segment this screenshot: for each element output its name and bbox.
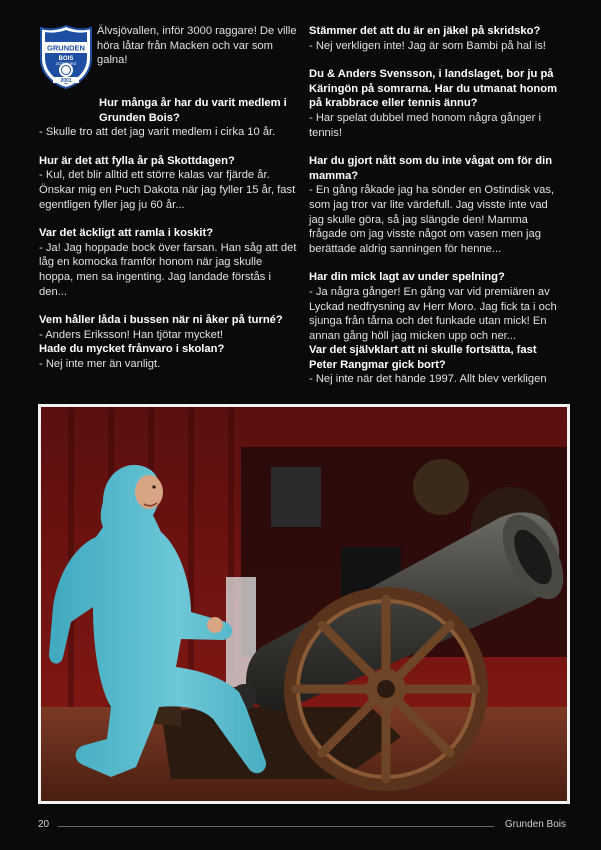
answer-10: - Nej inte när det hände 1997. Allt blev verkligen (309, 373, 547, 386)
magazine-name: Grunden Bois (504, 819, 566, 830)
left-column (39, 24, 297, 372)
intro-text: Älvsjövallen, inför 3000 raggare! De ville höra låtar från Macken och var som galna! (97, 25, 297, 67)
answer-1: - Skulle tro att det jag varit medlem i cirka 10 år. (39, 126, 276, 139)
page-number: 20 (38, 819, 50, 830)
answer-9: - Ja några gånger! En gång var vid premiären av Lyckad nedfrysning av Herr Moro. Jag fick ta i och sjunga från tårna och det funkade utan mick! En annan gång höll jag micken upp och ner... (309, 285, 557, 342)
logo-name: GRUNDEN (47, 43, 85, 53)
answer-2: - Kul, det blir alltid ett större kalas var fjärde år. Önskar mig en Puch Dakota när jag fyller 15 år, fast egentligen fyller jag ju 60 år... (39, 169, 296, 211)
logo-year: 2001 (60, 78, 72, 84)
question-10: Var det självklart att ni skulle fortsätta, fast Peter Rangmar gick bort? (309, 344, 537, 371)
page-footer (38, 819, 566, 833)
answer-6: - Nej verkligen inte! Jag är som Bambi på hal is! (309, 39, 546, 52)
question-2: Hur är det att fylla år på Skottdagen? (39, 154, 235, 167)
stage-photo (41, 407, 567, 801)
question-8: Har du gjort nått som du inte vågat om för din mamma? (309, 155, 553, 182)
cannon-wheel (291, 594, 481, 784)
grunden-bois-logo (39, 24, 93, 90)
intro-block (39, 24, 297, 96)
question-9: Har din mick lagt av under spelning? (309, 271, 505, 284)
footer-divider (58, 826, 494, 827)
question-3: Var det äckligt att ramla i koskit? (39, 227, 214, 240)
question-4: Vem håller låda i bussen när ni åker på turné? (39, 314, 283, 327)
question-5: Hade du mycket frånvaro i skolan? (39, 343, 225, 356)
question-6: Stämmer det att du är en jäkel på skridsko? (309, 25, 541, 37)
answer-4: - Anders Eriksson! Han tjötar mycket! (39, 328, 224, 341)
answer-3: - Ja! Jag hoppade bock över farsan. Han såg att det låg en komocka framför honom när jag skulle hoppa, men sa ingenting. Jag landade förstås i den... (39, 241, 297, 298)
answer-7: - Har spelat dubbel med honom några gånger i tennis! (309, 111, 541, 139)
answer-5: - Nej inte mer än vanligt. (39, 357, 161, 370)
answer-8: - En gång råkade jag ha sönder en Ostindisk vas, som jag tror var lite värdefull. Jag visste inte vad jag skulle göra, så jag slängde den! Mamma frågade om jag visste något om vasen men jag berättade aldrig sanningen för henne... (309, 184, 555, 255)
question-7: Du & Anders Svensson, i landslaget, bor ju på Käringön på somrarna. Har du utmanat honom på krabbrace eller tennis ännu? (309, 68, 558, 110)
logo-sub: BOIS (58, 56, 74, 62)
logo-city: GÖTEBORG (55, 62, 77, 66)
photo-frame (38, 404, 570, 804)
question-1: Hur många år har du varit medlem i Grunden Bois? (99, 97, 287, 124)
right-column (309, 24, 564, 387)
